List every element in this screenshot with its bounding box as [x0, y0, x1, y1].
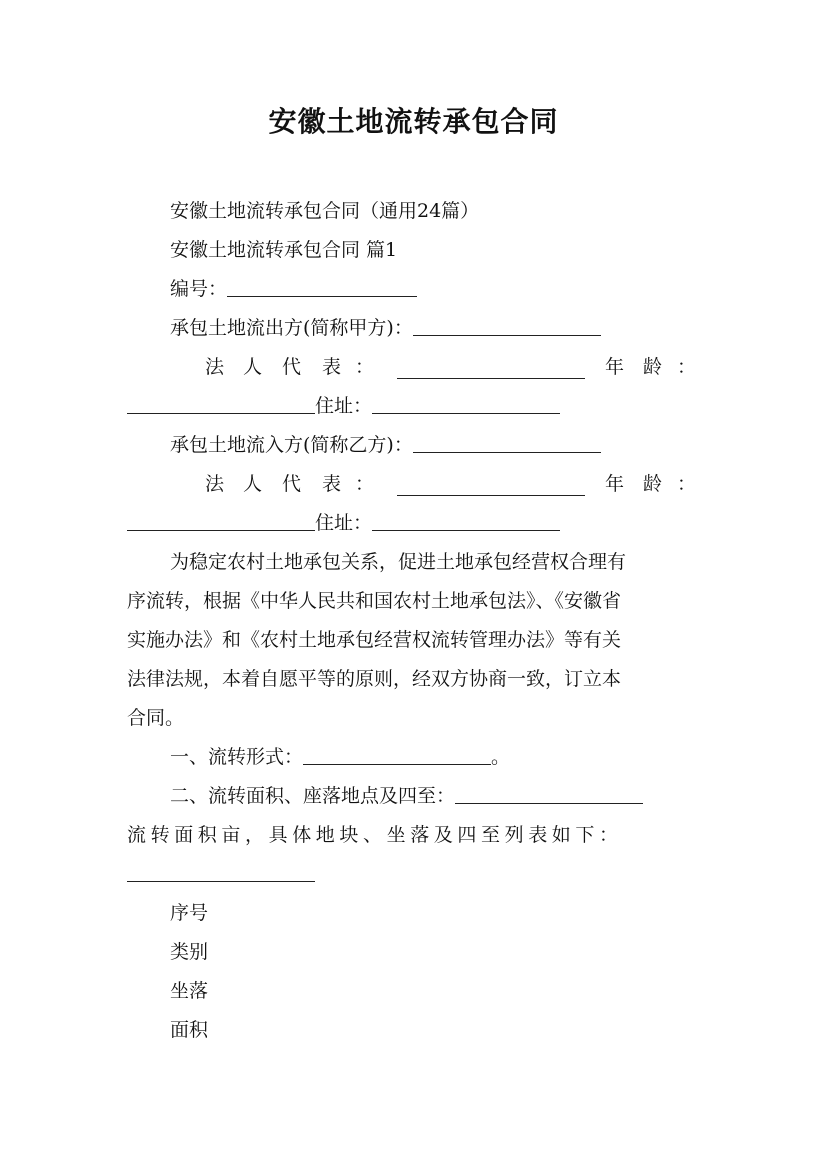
item-2-list-blank — [127, 857, 315, 882]
item-1-line — [170, 738, 745, 776]
table-header-area: 面积 — [170, 1019, 209, 1041]
legal-rep-char: 年 — [605, 356, 625, 378]
legal-rep-blank — [397, 471, 585, 496]
number-line — [170, 270, 745, 308]
number-blank — [227, 272, 417, 297]
age-blank — [127, 389, 315, 414]
item-2-label: 二、流转面积、座落地点及四至： — [170, 785, 456, 807]
legal-rep-char: 人 — [243, 356, 263, 378]
legal-rep-char: 表 — [322, 356, 342, 378]
age-blank — [127, 506, 315, 531]
item-1-label: 一、流转形式： — [170, 746, 304, 768]
legal-rep-char: ： — [355, 356, 375, 378]
legal-rep-char: 龄 — [643, 473, 663, 495]
subtitle-line: 安徽土地流转承包合同（通用24篇） — [170, 200, 480, 222]
legal-rep-char: 年 — [605, 473, 625, 495]
item-1-end: 。 — [491, 746, 511, 768]
legal-rep-char: 代 — [282, 356, 302, 378]
address-label: 住址： — [315, 512, 373, 534]
party-b-blank — [413, 428, 601, 453]
address-label: 住址： — [315, 395, 373, 417]
party-b-label: 承包土地流入方(简称乙方)： — [170, 434, 413, 456]
address-blank — [372, 506, 560, 531]
article-heading: 安徽土地流转承包合同 篇1 — [170, 239, 398, 261]
legal-rep-char: 龄 — [643, 356, 663, 378]
table-header-index: 序号 — [170, 902, 209, 924]
party-a-line — [170, 309, 745, 347]
number-label: 编号： — [170, 278, 228, 300]
item-2-line — [170, 777, 745, 815]
table-header-category: 类别 — [170, 941, 209, 963]
item-2-blank-line — [127, 855, 702, 893]
address-blank — [372, 389, 560, 414]
legal-rep-char: ： — [355, 473, 375, 495]
paragraph-line: 为稳定农村土地承包关系，促进土地承包经营权合理有 — [170, 551, 627, 573]
legal-rep-char: 表 — [322, 473, 342, 495]
item-1-blank — [303, 740, 491, 765]
document-title: 安徽土地流转承包合同 — [268, 105, 559, 138]
legal-rep-char: ： — [677, 356, 697, 378]
item-2-blank — [455, 779, 643, 804]
party-a-address-line — [127, 387, 702, 425]
legal-rep-char: 法 — [205, 356, 225, 378]
paragraph-line: 法律法规，本着自愿平等的原则，经双方协商一致，订立本 — [127, 668, 622, 690]
paragraph-line: 实施办法》和《农村土地承包经营权流转管理办法》等有关 — [127, 629, 622, 651]
party-a-blank — [413, 311, 601, 336]
paragraph-line: 合同。 — [127, 707, 185, 729]
legal-rep-char: 人 — [243, 473, 263, 495]
paragraph-line: 序流转，根据《中华人民共和国农村土地承包法》、《安徽省 — [127, 590, 622, 612]
item-2-continuation: 流转面积亩，具体地块、坐落及四至列表如下： — [127, 824, 623, 846]
legal-rep-char: ： — [677, 473, 697, 495]
table-header-location: 坐落 — [170, 980, 209, 1002]
legal-rep-char: 代 — [282, 473, 302, 495]
party-b-address-line — [127, 504, 702, 542]
legal-rep-char: 法 — [205, 473, 225, 495]
legal-rep-blank — [397, 354, 585, 379]
party-b-line — [170, 426, 745, 464]
party-a-label: 承包土地流出方(简称甲方)： — [170, 317, 413, 339]
